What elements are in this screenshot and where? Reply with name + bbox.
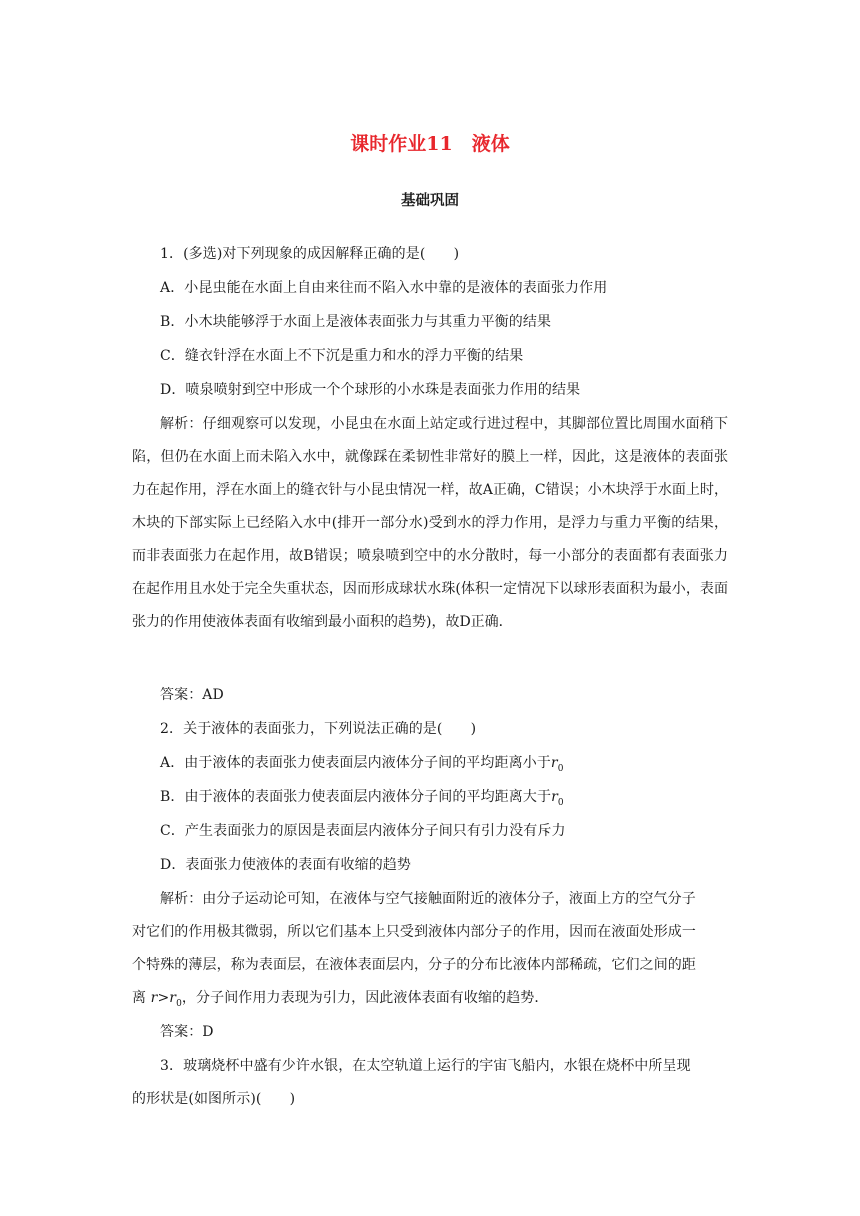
question-1-option-d: D．喷泉喷射到空中形成一个个球形的小水珠是表面张力作用的结果 bbox=[160, 382, 581, 398]
r0-symbol bbox=[550, 755, 564, 774]
question-1-option-c: C．缝衣针浮在水面上不下沉是重力和水的浮力平衡的结果 bbox=[160, 348, 524, 364]
analysis-prefix: 离 bbox=[132, 990, 151, 1006]
question-2-option-c: C．产生表面张力的原因是表面层内液体分子间只有引力没有斥力 bbox=[160, 823, 566, 839]
question-2-analysis-line-2: 对它们的作用极其微弱，所以它们基本上只受到液体内部分子的作用，因而在液面处形成一 bbox=[132, 924, 696, 940]
question-1-analysis: 解析：仔细观察可以发现，小昆虫在水面上站定或行进过程中，其脚部位置比周围水面稍下陷，但仍在水面上而未陷入水中，就像踩在柔韧性非常好的膜上一样，因此，这是液体的表面张力在起作用，浮在水面上的缝衣针与小昆虫情况一样，故A正确，C错误；小木块浮于水面上时，木块的下部实际上已经陷入水中(排开一部分水)受到水的浮力作用，是浮力与重力平衡的结果，而非表面张力在起作用，故B错误；喷泉喷到空中的水分散时，每一小部分的表面都有表面张力在起作用且水处于完全失重状态，因而形成球状水珠(体积一定情况下以球形表面积为最小，表面张力的作用使液体表面有收缩到最小面积的趋势)，故D正确． bbox=[132, 416, 728, 630]
analysis-suffix: ，分子间作用力表现为引力，因此液体表面有收缩的趋势． bbox=[181, 990, 549, 1006]
question-1-option-a: A．小昆虫能在水面上自由来往而不陷入水中靠的是液体的表面张力作用 bbox=[160, 280, 608, 296]
question-2-answer: 答案：D bbox=[160, 1024, 214, 1040]
question-1-answer: 答案：AD bbox=[160, 687, 224, 703]
question-3-stem-line-2: 的形状是(如图所示)( ) bbox=[132, 1091, 296, 1107]
r-letter: r bbox=[551, 789, 558, 805]
page-title: 课时作业11 液体 bbox=[350, 133, 510, 155]
question-2-stem: 2．关于液体的表面张力，下列说法正确的是( ) bbox=[160, 721, 477, 737]
question-2-analysis-line-3: 个特殊的薄层，称为表面层，在液体表面层内，分子的分布比液体内部稀疏，它们之间的距 bbox=[132, 957, 696, 973]
question-3-stem-line-1: 3．玻璃烧杯中盛有少许水银，在太空轨道上运行的宇宙飞船内，水银在烧杯中所呈现 bbox=[160, 1058, 691, 1074]
question-2-option-b bbox=[160, 787, 760, 813]
r-subscript: 0 bbox=[557, 797, 564, 808]
r0-symbol bbox=[551, 789, 564, 808]
question-2-option-b-text: B．由于液体的表面张力使表面层内液体分子间的平均距离大于 bbox=[160, 789, 552, 805]
question-2-analysis-line-1: 解析：由分子运动论可知，在液体与空气接触面附近的液体分子，液面上方的空气分子 bbox=[160, 891, 696, 907]
section-title: 基础巩固 bbox=[401, 192, 459, 209]
relation-text: r>r bbox=[150, 990, 177, 1006]
r-letter: r bbox=[550, 755, 558, 771]
r-greater-r0 bbox=[150, 990, 182, 1009]
question-1-option-b: B．小木块能够浮于水面上是液体表面张力与其重力平衡的结果 bbox=[160, 314, 552, 330]
question-1-stem: 1．(多选)对下列现象的成因解释正确的是( ) bbox=[160, 246, 460, 262]
question-2-option-a-text: A．由于液体的表面张力使表面层内液体分子间的平均距离小于 bbox=[160, 755, 551, 771]
question-2-option-d: D．表面张力使液体的表面有收缩的趋势 bbox=[160, 857, 412, 873]
r-subscript: 0 bbox=[557, 763, 564, 774]
r-subscript: 0 bbox=[176, 998, 182, 1009]
question-2-option-a bbox=[160, 753, 760, 779]
question-2-analysis-line-4 bbox=[132, 988, 732, 1014]
